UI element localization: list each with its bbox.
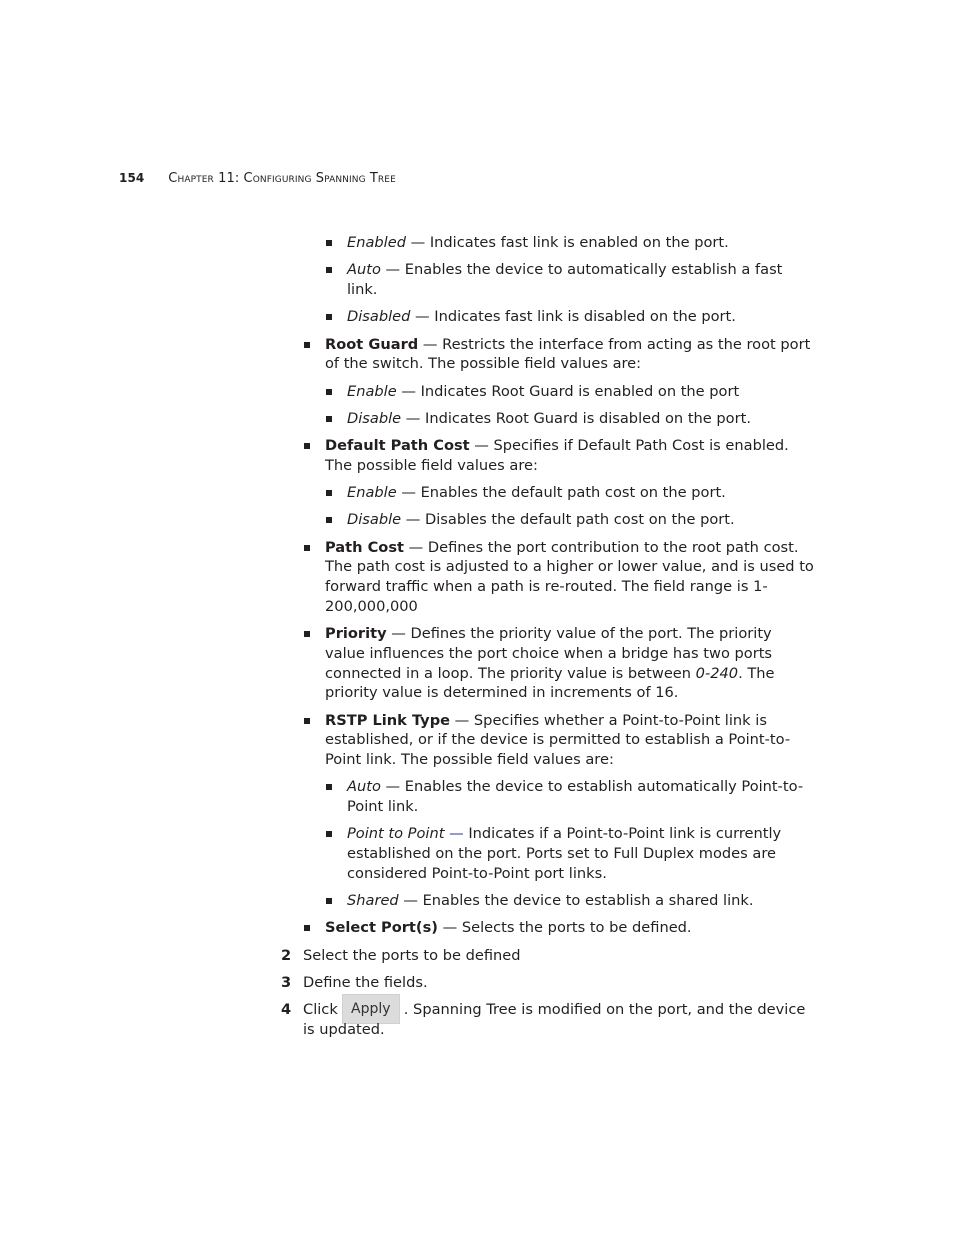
- list-item: Auto — Enables the device to establish automatically Point-to-Point link.: [281, 777, 815, 816]
- page-header: [119, 171, 396, 186]
- step-2: 2 Select the ports to be defined: [281, 946, 521, 964]
- list-item: Enabled — Indicates fast link is enabled on the port.: [281, 233, 815, 253]
- chapter-title: Chapter 11: Configuring Spanning Tree: [168, 171, 396, 186]
- root-guard-item: Root Guard — Restricts the interface from acting as the root port of the switch. The possible field values are:: [281, 335, 815, 374]
- list-item: Disable — Disables the default path cost on the port.: [281, 510, 815, 530]
- default-path-cost-item: Default Path Cost — Specifies if Default Path Cost is enabled. The possible field values are:: [281, 436, 815, 475]
- list-item: Disabled — Indicates fast link is disabled on the port.: [281, 307, 815, 327]
- rstp-link-type-item: RSTP Link Type — Specifies whether a Point-to-Point link is established, or if the device is permitted to establish a Point-to-Point link. The possible field values are:: [281, 711, 815, 770]
- list-item: Enable — Indicates Root Guard is enabled on the port: [281, 382, 815, 402]
- apply-button[interactable]: Apply: [342, 994, 400, 1024]
- step-number: 2: [281, 946, 292, 964]
- list-item: Shared — Enables the device to establish a shared link.: [281, 891, 815, 911]
- page-number: 154: [119, 171, 145, 185]
- path-cost-item: Path Cost — Defines the port contribution to the root path cost. The path cost is adjusted to a higher or lower value, and is used to forward traffic when a path is re-routed. The field range is 1-200,000,000: [281, 538, 815, 617]
- step-4: 4 Click Apply . Spanning Tree is modified on the port, and the device is updated.: [281, 1000, 815, 1040]
- page-content: [281, 233, 815, 1047]
- list-item: Auto — Enables the device to automatically establish a fast link.: [281, 260, 815, 299]
- step-number: 4: [281, 1001, 292, 1019]
- list-item: Point to Point — Indicates if a Point-to-Point link is currently established on the port. Ports set to Full Duplex modes are considered Point-to-Point port links.: [281, 824, 815, 883]
- priority-item: Priority — Defines the priority value of the port. The priority value influences the port choice when a bridge has two ports connected in a loop. The priority value is between 0-240. The priority value is determined in increments of 16.: [281, 624, 815, 703]
- step-number: 3: [281, 973, 292, 991]
- step-3: 3 Define the fields.: [281, 973, 428, 991]
- select-ports-item: Select Port(s) — Selects the ports to be defined.: [281, 918, 815, 938]
- list-item: Enable — Enables the default path cost on the port.: [281, 483, 815, 503]
- list-item: Disable — Indicates Root Guard is disabled on the port.: [281, 409, 815, 429]
